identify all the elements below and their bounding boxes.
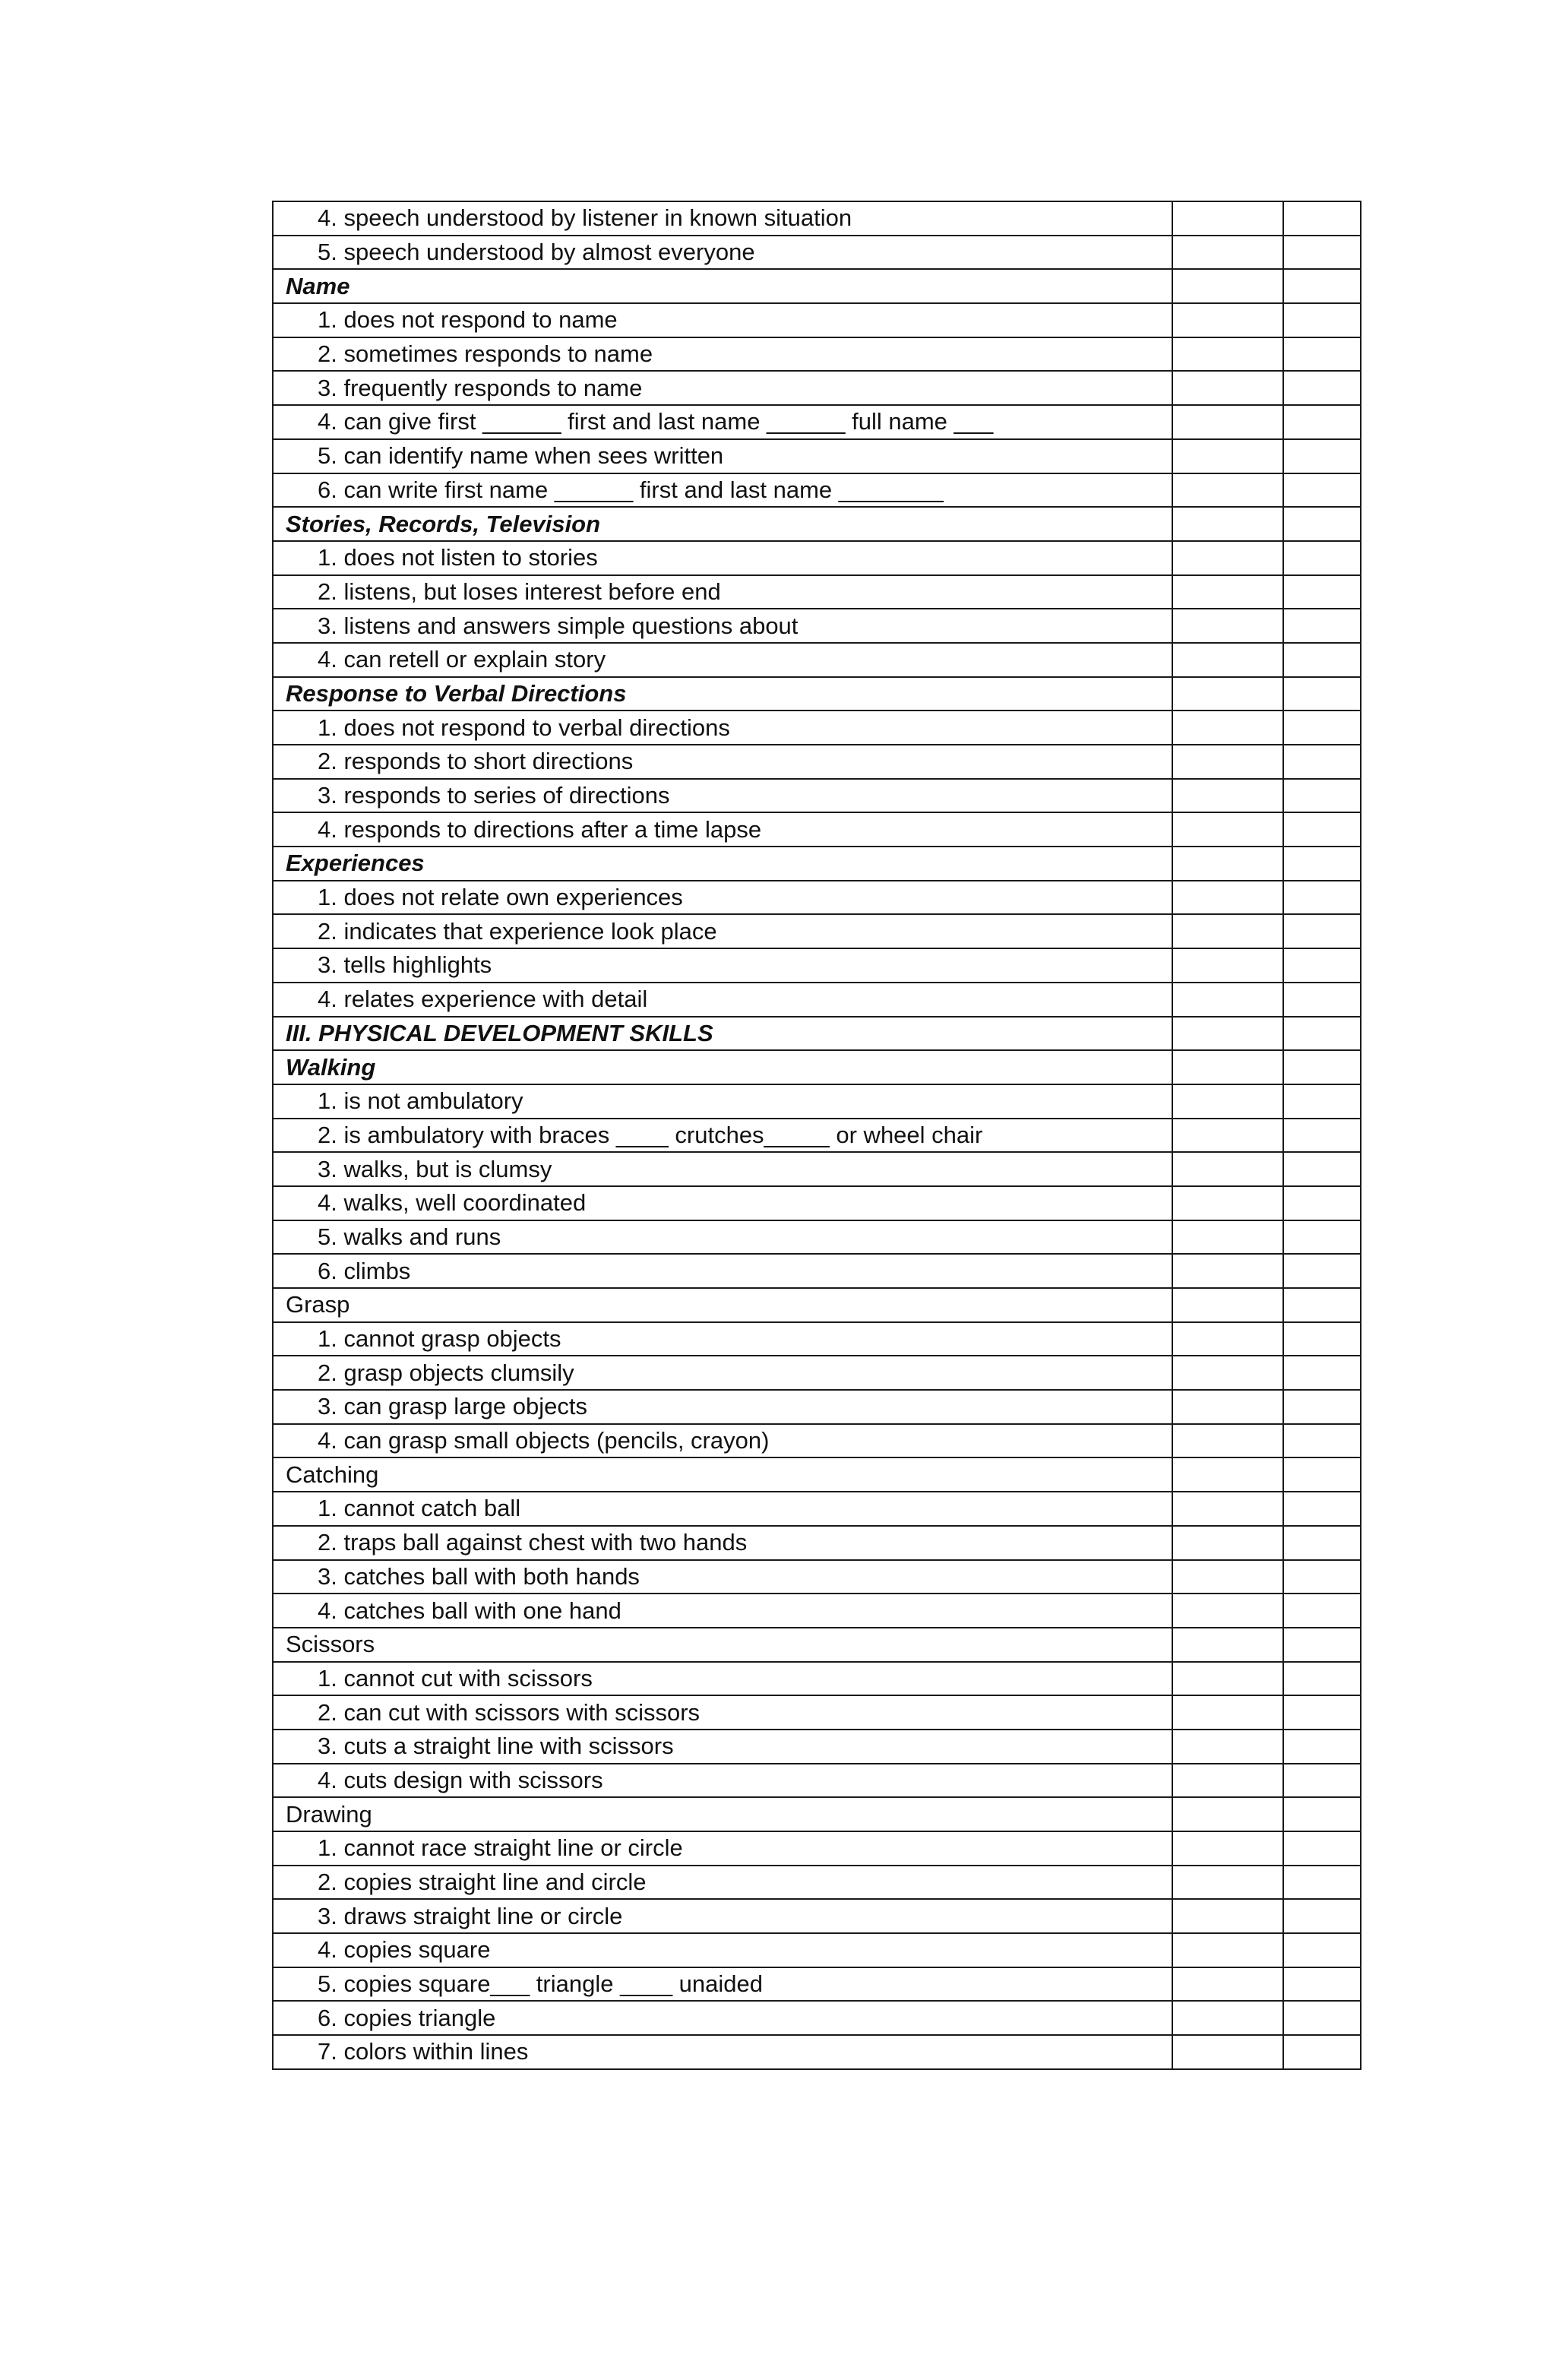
check-cell-2[interactable] — [1283, 1933, 1361, 1967]
check-cell-1[interactable] — [1172, 1866, 1283, 1900]
check-cell-1[interactable] — [1172, 1119, 1283, 1153]
checklist-row — [273, 575, 1361, 609]
skill-item-label: 2. responds to short directions — [273, 745, 1172, 779]
check-cell-1[interactable] — [1172, 914, 1283, 948]
checklist-row — [273, 1662, 1361, 1696]
skill-item-label: 2. traps ball against chest with two hands — [273, 1526, 1172, 1560]
checklist-row — [273, 473, 1361, 508]
check-cell-2[interactable] — [1283, 1831, 1361, 1866]
section-heading-row — [273, 847, 1361, 881]
check-cell-1[interactable] — [1172, 677, 1283, 711]
check-cell-2[interactable] — [1283, 1797, 1361, 1831]
check-cell-2[interactable] — [1283, 1492, 1361, 1526]
check-cell-2[interactable] — [1283, 236, 1361, 270]
checklist-row — [273, 1390, 1361, 1424]
check-cell-2[interactable] — [1283, 1628, 1361, 1662]
check-cell-1[interactable] — [1172, 1933, 1283, 1967]
checklist-row — [273, 643, 1361, 677]
check-cell-1[interactable] — [1172, 269, 1283, 303]
checklist-row — [273, 983, 1361, 1017]
checklist-row — [273, 1220, 1361, 1255]
checklist-row — [273, 1594, 1361, 1628]
section-heading: Catching — [273, 1457, 1172, 1492]
check-cell-1[interactable] — [1172, 337, 1283, 372]
check-cell-2[interactable] — [1283, 711, 1361, 745]
skill-item-label: 5. can identify name when sees written — [273, 439, 1172, 473]
check-cell-1[interactable] — [1172, 711, 1283, 745]
check-cell-1[interactable] — [1172, 1186, 1283, 1220]
checklist-row — [273, 1730, 1361, 1764]
check-cell-2[interactable] — [1283, 269, 1361, 303]
checklist-row — [273, 236, 1361, 270]
check-cell-1[interactable] — [1172, 1797, 1283, 1831]
check-cell-2[interactable] — [1283, 2035, 1361, 2069]
skill-item-label: 3. cuts a straight line with scissors — [273, 1730, 1172, 1764]
check-cell-2[interactable] — [1283, 1220, 1361, 1255]
skill-item-label: 1. cannot grasp objects — [273, 1322, 1172, 1356]
check-cell-2[interactable] — [1283, 1730, 1361, 1764]
check-cell-1[interactable] — [1172, 1050, 1283, 1084]
checklist-row — [273, 1933, 1361, 1967]
check-cell-1[interactable] — [1172, 643, 1283, 677]
skill-item-label: 2. sometimes responds to name — [273, 337, 1172, 372]
check-cell-1[interactable] — [1172, 405, 1283, 439]
check-cell-2[interactable] — [1283, 439, 1361, 473]
skill-item-label: 3. tells highlights — [273, 948, 1172, 983]
section-heading-row — [273, 677, 1361, 711]
checklist-row — [273, 1764, 1361, 1798]
check-cell-2[interactable] — [1283, 1560, 1361, 1594]
checklist-row — [273, 1560, 1361, 1594]
skill-item-label: 1. does not listen to stories — [273, 541, 1172, 575]
section-heading-row — [273, 269, 1361, 303]
skill-item-label: 2. indicates that experience look place — [273, 914, 1172, 948]
check-cell-1[interactable] — [1172, 745, 1283, 779]
check-cell-1[interactable] — [1172, 371, 1283, 405]
skill-item-label: 3. can grasp large objects — [273, 1390, 1172, 1424]
check-cell-2[interactable] — [1283, 1899, 1361, 1933]
check-cell-2[interactable] — [1283, 1084, 1361, 1119]
checklist-row — [273, 1424, 1361, 1458]
check-cell-2[interactable] — [1283, 1186, 1361, 1220]
checklist-row — [273, 881, 1361, 915]
check-cell-2[interactable] — [1283, 1457, 1361, 1492]
skill-item-label: 3. frequently responds to name — [273, 371, 1172, 405]
checklist-row — [273, 1254, 1361, 1288]
section-heading: Drawing — [273, 1797, 1172, 1831]
check-cell-2[interactable] — [1283, 1322, 1361, 1356]
checklist-row — [273, 1967, 1361, 2002]
skill-item-label: 4. responds to directions after a time lapse — [273, 812, 1172, 847]
skill-item-label: 2. is ambulatory with braces ____ crutches_____ or wheel chair — [273, 1119, 1172, 1153]
checklist-row — [273, 2035, 1361, 2069]
section-heading-row — [273, 1457, 1361, 1492]
checklist-row — [273, 1695, 1361, 1730]
check-cell-1[interactable] — [1172, 439, 1283, 473]
check-cell-1[interactable] — [1172, 1356, 1283, 1390]
check-cell-2[interactable] — [1283, 1254, 1361, 1288]
check-cell-1[interactable] — [1172, 2001, 1283, 2035]
check-cell-2[interactable] — [1283, 337, 1361, 372]
check-cell-1[interactable] — [1172, 948, 1283, 983]
checklist-row — [273, 541, 1361, 575]
checklist-row — [273, 1526, 1361, 1560]
skill-item-label: 6. can write first name ______ first and last name ________ — [273, 473, 1172, 508]
check-cell-1[interactable] — [1172, 812, 1283, 847]
check-cell-1[interactable] — [1172, 1730, 1283, 1764]
check-cell-1[interactable] — [1172, 1662, 1283, 1696]
skill-item-label: 1. does not respond to name — [273, 303, 1172, 337]
check-cell-2[interactable] — [1283, 1662, 1361, 1696]
check-cell-2[interactable] — [1283, 914, 1361, 948]
skill-item-label: 5. walks and runs — [273, 1220, 1172, 1255]
check-cell-2[interactable] — [1283, 1695, 1361, 1730]
skill-item-label: 3. responds to series of directions — [273, 779, 1172, 813]
check-cell-2[interactable] — [1283, 1288, 1361, 1322]
check-cell-2[interactable] — [1283, 1050, 1361, 1084]
check-cell-2[interactable] — [1283, 779, 1361, 813]
check-cell-2[interactable] — [1283, 1967, 1361, 2002]
check-cell-2[interactable] — [1283, 575, 1361, 609]
check-cell-2[interactable] — [1283, 1866, 1361, 1900]
check-cell-2[interactable] — [1283, 2001, 1361, 2035]
skill-item-label: 4. speech understood by listener in known situation — [273, 201, 1172, 236]
section-heading: Walking — [273, 1050, 1172, 1084]
check-cell-1[interactable] — [1172, 1390, 1283, 1424]
skill-item-label: 1. is not ambulatory — [273, 1084, 1172, 1119]
check-cell-1[interactable] — [1172, 201, 1283, 236]
skill-item-label: 6. climbs — [273, 1254, 1172, 1288]
check-cell-2[interactable] — [1283, 983, 1361, 1017]
check-cell-2[interactable] — [1283, 847, 1361, 881]
check-cell-2[interactable] — [1283, 1356, 1361, 1390]
checklist-row — [273, 711, 1361, 745]
check-cell-1[interactable] — [1172, 2035, 1283, 2069]
check-cell-1[interactable] — [1172, 303, 1283, 337]
check-cell-2[interactable] — [1283, 371, 1361, 405]
skill-item-label: 4. walks, well coordinated — [273, 1186, 1172, 1220]
checklist-row — [273, 812, 1361, 847]
checklist-row — [273, 439, 1361, 473]
skill-item-label: 4. cuts design with scissors — [273, 1764, 1172, 1798]
skill-item-label: 3. walks, but is clumsy — [273, 1152, 1172, 1186]
check-cell-1[interactable] — [1172, 541, 1283, 575]
skill-item-label: 3. listens and answers simple questions about — [273, 609, 1172, 643]
skill-item-label: 2. grasp objects clumsily — [273, 1356, 1172, 1390]
skill-item-label: 7. colors within lines — [273, 2035, 1172, 2069]
check-cell-2[interactable] — [1283, 1526, 1361, 1560]
check-cell-2[interactable] — [1283, 745, 1361, 779]
section-heading: Name — [273, 269, 1172, 303]
section-heading-row — [273, 1288, 1361, 1322]
check-cell-2[interactable] — [1283, 1152, 1361, 1186]
check-cell-2[interactable] — [1283, 948, 1361, 983]
check-cell-2[interactable] — [1283, 473, 1361, 508]
check-cell-1[interactable] — [1172, 1594, 1283, 1628]
section-heading-row — [273, 1797, 1361, 1831]
check-cell-1[interactable] — [1172, 1695, 1283, 1730]
skill-item-label: 1. does not relate own experiences — [273, 881, 1172, 915]
check-cell-1[interactable] — [1172, 1288, 1283, 1322]
check-cell-1[interactable] — [1172, 1220, 1283, 1255]
check-cell-2[interactable] — [1283, 643, 1361, 677]
check-cell-2[interactable] — [1283, 677, 1361, 711]
check-cell-2[interactable] — [1283, 541, 1361, 575]
checklist-row — [273, 1152, 1361, 1186]
check-cell-1[interactable] — [1172, 847, 1283, 881]
section-heading: Grasp — [273, 1288, 1172, 1322]
check-cell-1[interactable] — [1172, 881, 1283, 915]
skill-item-label: 2. can cut with scissors with scissors — [273, 1695, 1172, 1730]
checklist-row — [273, 745, 1361, 779]
check-cell-1[interactable] — [1172, 1424, 1283, 1458]
check-cell-1[interactable] — [1172, 575, 1283, 609]
skill-item-label: 4. can give first ______ first and last name ______ full name ___ — [273, 405, 1172, 439]
skill-item-label: 5. speech understood by almost everyone — [273, 236, 1172, 270]
skill-item-label: 2. copies straight line and circle — [273, 1866, 1172, 1900]
checklist-row — [273, 1831, 1361, 1866]
skill-item-label: 4. copies square — [273, 1933, 1172, 1967]
check-cell-1[interactable] — [1172, 1457, 1283, 1492]
check-cell-1[interactable] — [1172, 1628, 1283, 1662]
checklist-row — [273, 1899, 1361, 1933]
section-heading: Response to Verbal Directions — [273, 677, 1172, 711]
checklist-row — [273, 201, 1361, 236]
check-cell-1[interactable] — [1172, 1084, 1283, 1119]
section-heading: Scissors — [273, 1628, 1172, 1662]
check-cell-2[interactable] — [1283, 1424, 1361, 1458]
checklist-row — [273, 1356, 1361, 1390]
checklist-row — [273, 371, 1361, 405]
skill-item-label: 6. copies triangle — [273, 2001, 1172, 2035]
check-cell-2[interactable] — [1283, 1017, 1361, 1051]
check-cell-2[interactable] — [1283, 201, 1361, 236]
check-cell-2[interactable] — [1283, 609, 1361, 643]
checklist-row — [273, 2001, 1361, 2035]
section-heading-row — [273, 507, 1361, 541]
checklist-row — [273, 1322, 1361, 1356]
skill-item-label: 4. can retell or explain story — [273, 643, 1172, 677]
skill-item-label: 1. cannot catch ball — [273, 1492, 1172, 1526]
skill-item-label: 5. copies square___ triangle ____ unaided — [273, 1967, 1172, 2002]
skill-item-label: 3. draws straight line or circle — [273, 1899, 1172, 1933]
check-cell-1[interactable] — [1172, 983, 1283, 1017]
checklist-row — [273, 948, 1361, 983]
check-cell-1[interactable] — [1172, 1764, 1283, 1798]
section-heading: Stories, Records, Television — [273, 507, 1172, 541]
check-cell-1[interactable] — [1172, 609, 1283, 643]
check-cell-2[interactable] — [1283, 405, 1361, 439]
check-cell-1[interactable] — [1172, 507, 1283, 541]
check-cell-1[interactable] — [1172, 1560, 1283, 1594]
skill-item-label: 1. does not respond to verbal directions — [273, 711, 1172, 745]
checklist-body — [273, 201, 1361, 2069]
section-heading-row — [273, 1050, 1361, 1084]
checklist-row — [273, 303, 1361, 337]
checklist-row — [273, 405, 1361, 439]
check-cell-1[interactable] — [1172, 1017, 1283, 1051]
check-cell-1[interactable] — [1172, 1322, 1283, 1356]
check-cell-2[interactable] — [1283, 812, 1361, 847]
check-cell-1[interactable] — [1172, 1254, 1283, 1288]
skill-item-label: 4. can grasp small objects (pencils, crayon) — [273, 1424, 1172, 1458]
skill-item-label: 1. cannot race straight line or circle — [273, 1831, 1172, 1866]
check-cell-1[interactable] — [1172, 779, 1283, 813]
checklist-row — [273, 609, 1361, 643]
skill-item-label: 2. listens, but loses interest before end — [273, 575, 1172, 609]
check-cell-1[interactable] — [1172, 1967, 1283, 2002]
skill-item-label: 4. catches ball with one hand — [273, 1594, 1172, 1628]
check-cell-2[interactable] — [1283, 1390, 1361, 1424]
checklist-row — [273, 914, 1361, 948]
checklist-row — [273, 1119, 1361, 1153]
checklist-row — [273, 779, 1361, 813]
check-cell-2[interactable] — [1283, 1764, 1361, 1798]
skill-item-label: 3. catches ball with both hands — [273, 1560, 1172, 1594]
check-cell-2[interactable] — [1283, 881, 1361, 915]
checklist-row — [273, 1492, 1361, 1526]
check-cell-1[interactable] — [1172, 1831, 1283, 1866]
checklist-row — [273, 1866, 1361, 1900]
checklist-row — [273, 1084, 1361, 1119]
check-cell-1[interactable] — [1172, 473, 1283, 508]
check-cell-2[interactable] — [1283, 507, 1361, 541]
section-heading: III. PHYSICAL DEVELOPMENT SKILLS — [273, 1017, 1172, 1051]
check-cell-1[interactable] — [1172, 1526, 1283, 1560]
section-heading-row — [273, 1628, 1361, 1662]
skills-checklist-table — [272, 201, 1362, 2070]
check-cell-2[interactable] — [1283, 1594, 1361, 1628]
skill-item-label: 1. cannot cut with scissors — [273, 1662, 1172, 1696]
section-heading-row — [273, 1017, 1361, 1051]
check-cell-1[interactable] — [1172, 1492, 1283, 1526]
check-cell-2[interactable] — [1283, 303, 1361, 337]
checklist-row — [273, 1186, 1361, 1220]
check-cell-2[interactable] — [1283, 1119, 1361, 1153]
checklist-row — [273, 337, 1361, 372]
check-cell-1[interactable] — [1172, 1152, 1283, 1186]
check-cell-1[interactable] — [1172, 236, 1283, 270]
section-heading: Experiences — [273, 847, 1172, 881]
check-cell-1[interactable] — [1172, 1899, 1283, 1933]
skill-item-label: 4. relates experience with detail — [273, 983, 1172, 1017]
